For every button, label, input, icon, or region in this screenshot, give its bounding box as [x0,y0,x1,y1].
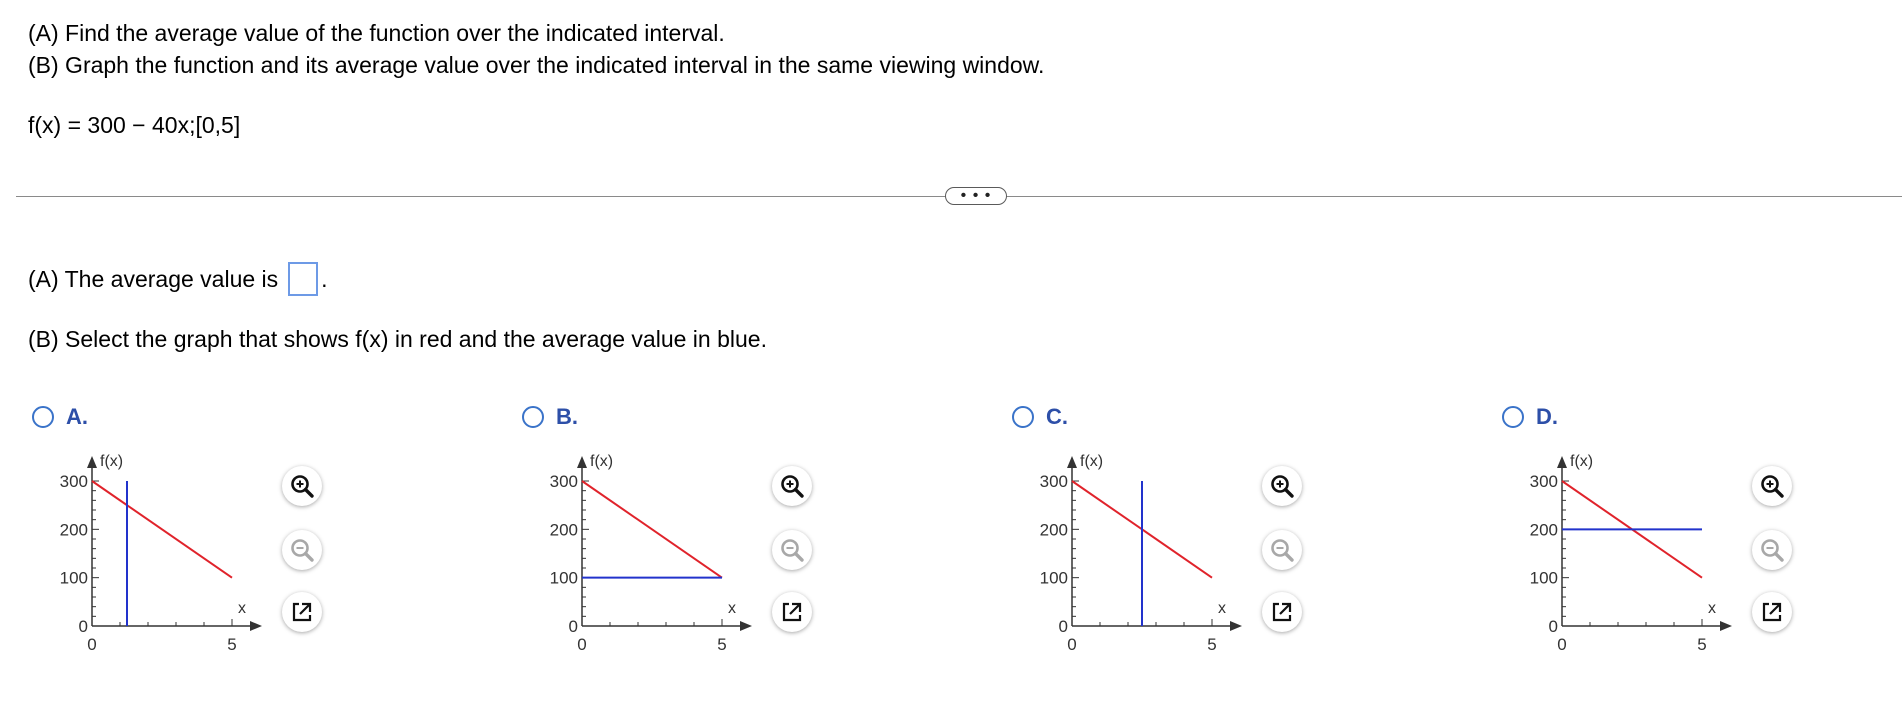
zoom-out-button[interactable] [1752,530,1792,570]
part-a-period: . [321,265,328,292]
option-c [1012,400,1342,680]
zoom-in-button[interactable] [772,466,812,506]
x-axis-arrow [1230,621,1242,631]
y-tick-label: 0 [568,617,578,636]
x-axis-arrow [740,621,752,631]
y-tick-label: 200 [59,520,88,540]
zoom-in-icon [1759,473,1785,499]
y-tick-label: 0 [78,617,88,636]
option-letter: D. [1536,404,1558,429]
zoom-out-button[interactable] [1262,530,1302,570]
y-tick-label: 200 [1039,520,1068,540]
popout-button[interactable] [282,592,322,632]
popout-icon [779,599,805,625]
part-a-prompt [28,262,328,296]
option-radio-b[interactable] [522,404,578,430]
part-a-text: (A) The average value is [28,265,279,292]
y-tick-label: 0 [1548,617,1558,636]
x-tick-label: 0 [1067,635,1077,654]
popout-icon [289,599,315,625]
zoom-in-icon [289,473,315,499]
popout-icon [1759,599,1785,625]
radio-button[interactable] [522,406,544,428]
x-axis-label: x [238,600,246,617]
function-line [582,481,722,578]
y-tick-label: 300 [549,472,578,491]
zoom-in-icon [1269,473,1295,499]
y-axis-label: f(x) [590,453,614,470]
option-b [522,400,852,680]
zoom-out-icon [779,537,805,563]
x-tick-label: 0 [87,635,97,654]
x-tick-label: 0 [1557,635,1567,654]
x-tick-label: 0 [577,635,587,654]
y-tick-label: 0 [1058,617,1068,636]
question-line-a: (A) Find the average value of the function over the indicated interval. [28,20,725,46]
question-line-b: (B) Graph the function and its average value over the indicated interval in the same viewing window. [28,52,1045,78]
option-a [32,400,362,680]
y-axis-arrow [1557,456,1567,468]
x-tick-label: 5 [1697,635,1707,654]
zoom-out-button[interactable] [772,530,812,570]
zoom-in-icon [779,473,805,499]
y-axis-label: f(x) [100,453,124,470]
radio-button[interactable] [32,406,54,428]
option-graph [1012,446,1262,656]
more-button[interactable]: • • • [945,187,1007,205]
x-axis-label: x [1218,600,1226,617]
popout-icon [1269,599,1295,625]
zoom-in-button[interactable] [282,466,322,506]
option-letter: C. [1046,404,1068,429]
radio-button[interactable] [1012,406,1034,428]
y-tick-label: 300 [59,472,88,491]
y-tick-label: 100 [549,568,578,588]
y-axis-label: f(x) [1080,453,1104,470]
option-letter: B. [556,404,578,429]
average-value-answer-box[interactable] [288,262,318,296]
zoom-out-button[interactable] [282,530,322,570]
function-line [92,481,232,578]
option-letter: A. [66,404,88,429]
popout-button[interactable] [1752,592,1792,632]
y-axis-label: f(x) [1570,453,1594,470]
zoom-out-icon [1269,537,1295,563]
y-tick-label: 200 [1529,520,1558,540]
popout-button[interactable] [772,592,812,632]
radio-button[interactable] [1502,406,1524,428]
x-tick-label: 5 [227,635,237,654]
zoom-out-icon [289,537,315,563]
part-b-prompt: (B) Select the graph that shows f(x) in red and the average value in blue. [28,326,767,352]
option-graph [522,446,772,656]
x-axis-label: x [1708,600,1716,617]
y-tick-label: 200 [549,520,578,540]
popout-button[interactable] [1262,592,1302,632]
y-tick-label: 100 [59,568,88,588]
y-axis-arrow [577,456,587,468]
x-tick-label: 5 [1207,635,1217,654]
zoom-in-button[interactable] [1752,466,1792,506]
x-axis-label: x [728,600,736,617]
option-graph [32,446,282,656]
y-tick-label: 300 [1529,472,1558,491]
option-radio-d[interactable] [1502,404,1558,430]
function-formula: f(x) = 300 − 40x;[0,5] [28,112,241,138]
x-axis-arrow [1720,621,1732,631]
x-axis-arrow [250,621,262,631]
y-tick-label: 100 [1529,568,1558,588]
zoom-in-button[interactable] [1262,466,1302,506]
x-tick-label: 5 [717,635,727,654]
zoom-out-icon [1759,537,1785,563]
option-radio-a[interactable] [32,404,88,430]
y-tick-label: 300 [1039,472,1068,491]
y-tick-label: 100 [1039,568,1068,588]
option-d [1502,400,1832,680]
y-axis-arrow [87,456,97,468]
option-graph [1502,446,1752,656]
y-axis-arrow [1067,456,1077,468]
option-radio-c[interactable] [1012,404,1068,430]
